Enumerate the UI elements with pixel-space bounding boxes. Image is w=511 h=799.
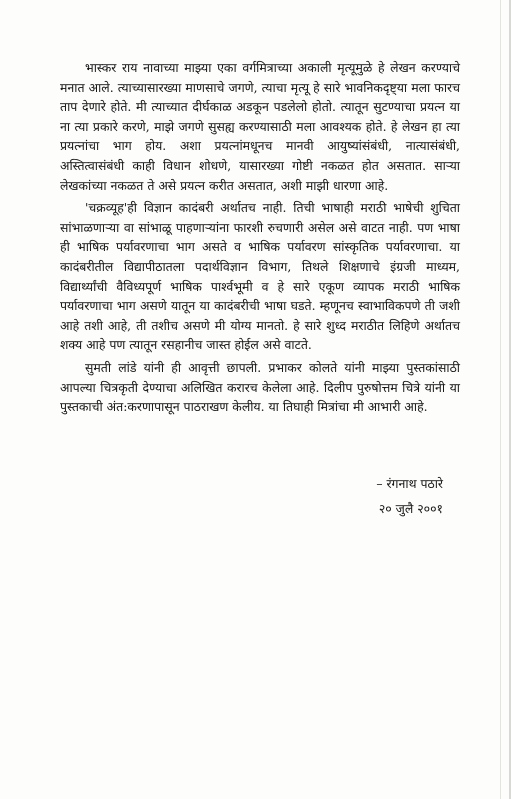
signature-date: २० जुलै २००१: [378, 501, 443, 516]
preface-text: [60, 58, 460, 420]
author-signature: – रंगनाथ पठारे: [376, 476, 443, 491]
paragraph-3: सुमती लांडे यांनी ही आवृत्ती छापली. प्रभाकर कोलते यांनी माझ्या पुस्तकांसाठी आपल्या चित्रकृती देण्याचा अलिखित करारच केलेला आहे. दिलीप पुरुषोत्तम चित्रे यांनी या पुस्तकाची अंत:करणापासून पाठराखण केलीय. या तिघाही मित्रांचा मी आभारी आहे.: [60, 359, 460, 415]
paragraph-1: भास्कर राय नावाच्या माझ्या एका वर्गमित्राच्या अकाली मृत्यूमुळे हे लेखन करण्याचे मनात आले. त्याच्यासारख्या माणसाचे जगणे, त्याचा मृत्यू हे सारे भावनिकदृष्ट्या मला फारच ताप देणारे होते. मी त्याच्यात दीर्घकाळ अडकून पडलेलो होतो. त्यातून सुटण्याचा प्रयत्न या ना त्या प्रकारे करणे, माझे जगणे सुसह्य करण्यासाठी मला आवश्यक होते. हे लेखन हा त्या प्रयत्नांचा भाग होय. अशा प्रयत्नांमधूनच मानवी आयुष्यांसंबंधी, नात्यासंबंधी, अस्तित्वासंबंधी काही विधान शोधणे, यासारख्या गोष्टी नकळत होत असतात. साऱ्या लेखकांच्या नकळत ते असे प्रयत्न करीत असतात, अशी माझी धारणा आहे.: [60, 60, 460, 193]
paragraph-2: 'चक्रव्यूह'ही विज्ञान कादंबरी अर्थातच नाही. तिची भाषाही मराठी भाषेची शुचिता सांभाळणाऱ्या वा सांभाळू पाहणाऱ्यांना फारशी रुचणारी असेल असे वाटत नाही. पण भाषा ही भाषिक पर्यावरणाचा भाग असते व भाषिक पर्यावरण सांस्कृतिक पर्यावरणाचा. या कादंबरीतील विद्यापीठातला पदार्थविज्ञान विभाग, तिथले शिक्षणाचे इंग्रजी माध्यम, विद्यार्थ्यांची वैविध्यपूर्ण भाषिक पार्श्वभूमी व हे सारे एकूण व्यापक मराठी भाषिक पर्यावरणाचा भाग असणे यातून या कादंबरीची भाषा घडते. म्हणूनच स्वाभाविकपणे ती जशी आहे तशी आहे, ती तशीच असणे मी योग्य मानतो. हे सारे शुध्द मराठीत लिहिणे अर्थातच शक्य आहे पण त्यातून रसहानीच जास्त होईल असे वाटते.: [60, 200, 460, 353]
